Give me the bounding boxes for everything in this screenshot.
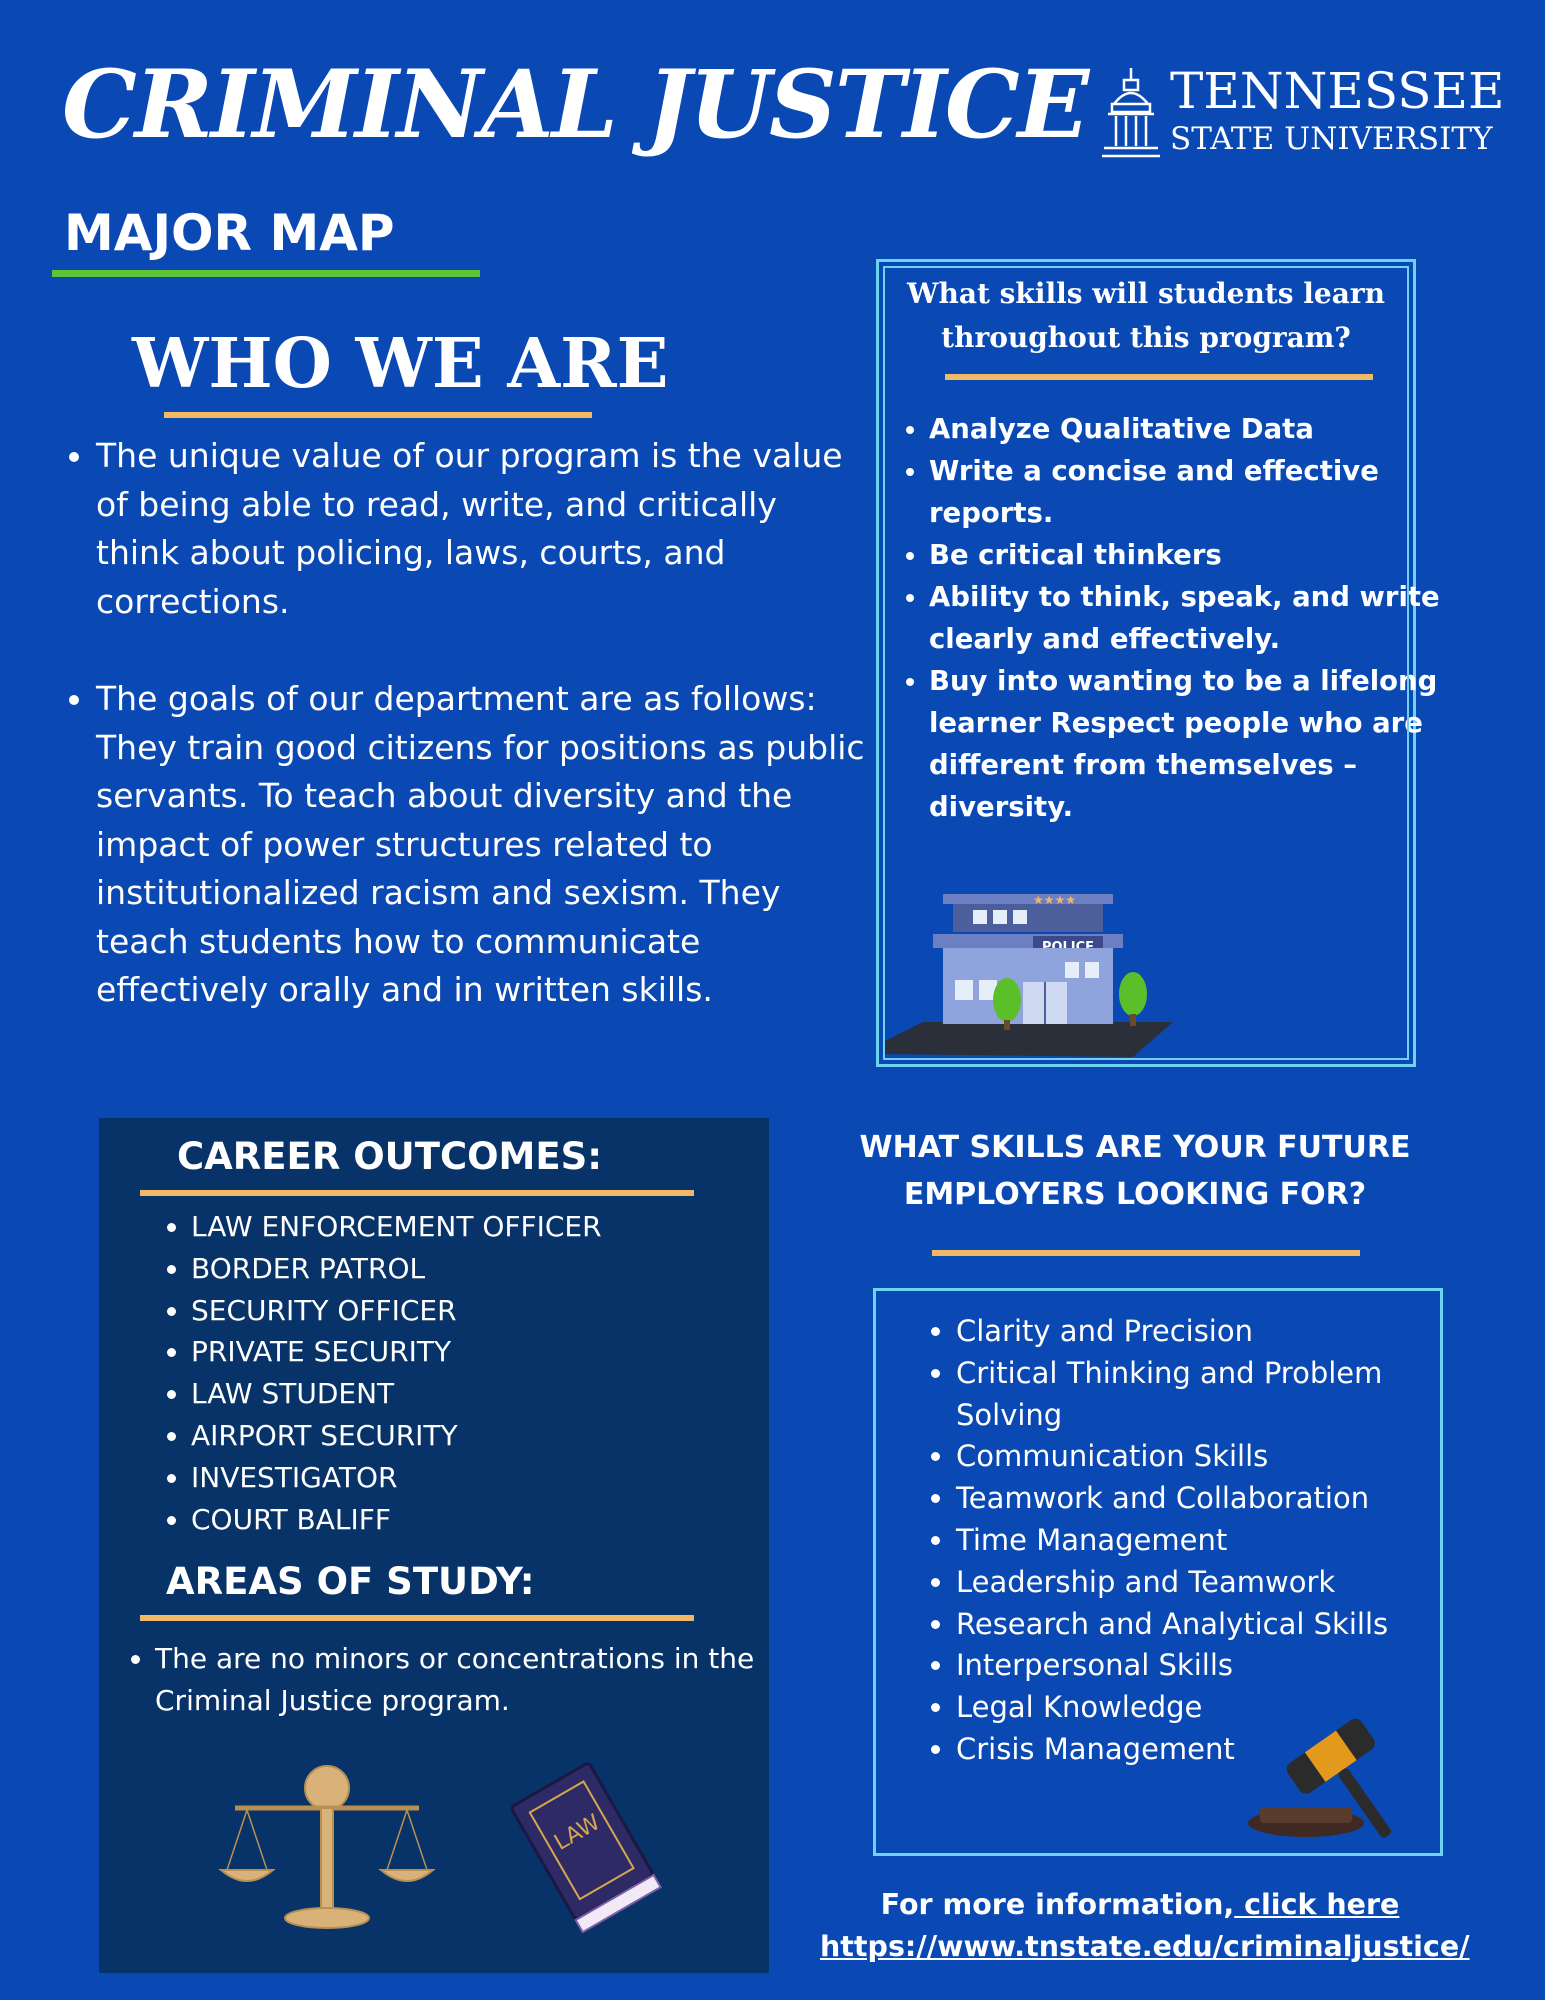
logo-text-line1: TENNESSEE	[1170, 62, 1505, 120]
career-outcomes-divider	[140, 1190, 694, 1196]
list-item: • Be critical thinkers	[929, 534, 1449, 576]
list-item: • Critical Thinking and Problem Solving	[956, 1353, 1476, 1437]
list-item: • LAW STUDENT	[191, 1373, 602, 1415]
list-item: • COURT BALIFF	[191, 1499, 602, 1541]
list-item: • The are no minors or concentrations in the Criminal Justice program.	[155, 1638, 775, 1722]
click-here-link[interactable]: click here	[1234, 1888, 1400, 1921]
who-we-are-heading: WHO WE ARE	[132, 324, 669, 404]
program-skills-question: What skills will students learn throughout this program?	[907, 277, 1385, 354]
major-map-heading: MAJOR MAP	[64, 204, 395, 262]
police-sign: POLICE	[1041, 940, 1095, 955]
more-info-label: For more information,	[880, 1888, 1235, 1921]
list-item: • BORDER PATROL	[191, 1248, 602, 1290]
more-info-text	[820, 1884, 1470, 1968]
gavel-icon	[1246, 1695, 1416, 1845]
list-item: • Clarity and Precision	[956, 1311, 1476, 1353]
list-item: • Communication Skills	[956, 1436, 1476, 1478]
employer-skills-divider	[932, 1250, 1360, 1256]
scales-of-justice-icon	[217, 1758, 437, 1938]
list-item: • Leadership and Teamwork	[956, 1562, 1476, 1604]
list-item: • LAW ENFORCEMENT OFFICER	[191, 1206, 602, 1248]
list-item: • INVESTIGATOR	[191, 1457, 602, 1499]
who-we-are-list	[62, 432, 866, 1015]
list-item: • Teamwork and Collaboration	[956, 1478, 1476, 1520]
list-item: • Crisis Management	[956, 1729, 1476, 1771]
list-item: • Legal Knowledge	[956, 1687, 1476, 1729]
career-outcomes-panel	[99, 1118, 769, 1973]
list-item: • AIRPORT SECURITY	[191, 1415, 602, 1457]
list-item: • Research and Analytical Skills	[956, 1604, 1476, 1646]
program-skills-box	[876, 259, 1440, 1067]
career-outcomes-list	[149, 1206, 602, 1540]
list-item: • Buy into wanting to be a lifelong learner Respect people who are different from themselves – diversity.	[929, 660, 1449, 828]
list-item: • Interpersonal Skills	[956, 1645, 1476, 1687]
employer-skills-question: WHAT SKILLS ARE YOUR FUTURE EMPLOYERS LOOKING FOR?	[859, 1130, 1411, 1212]
areas-of-study-divider	[140, 1615, 694, 1621]
employer-skills-box	[873, 1288, 1443, 1856]
areas-of-study-heading: AREAS OF STUDY:	[166, 1560, 535, 1603]
law-book-icon	[499, 1753, 679, 1933]
list-item: • Time Management	[956, 1520, 1476, 1562]
program-skills-list	[893, 408, 1449, 828]
list-item: • SECURITY OFFICER	[191, 1290, 602, 1332]
list-item: • PRIVATE SECURITY	[191, 1331, 602, 1373]
who-we-are-divider	[164, 412, 592, 418]
career-outcomes-heading: CAREER OUTCOMES:	[177, 1135, 603, 1178]
who-we-are-paragraph: • The unique value of our program is the value of being able to read, write, and critically think about policing, laws, courts, and corrections.	[96, 432, 866, 626]
website-url-link[interactable]: https://www.tnstate.edu/criminaljustice/	[820, 1930, 1470, 1963]
capitol-building-icon	[1100, 66, 1162, 162]
list-item: • Analyze Qualitative Data	[929, 408, 1449, 450]
police-station-icon	[883, 882, 1183, 1062]
areas-of-study-list	[119, 1638, 775, 1722]
who-we-are-paragraph: • The goals of our department are as follows: They train good citizens for positions as public servants. To teach about diversity and the impact of power structures related to institutionalized racism and sexism. They teach students how to communicate effectively orally and in written skills.	[96, 675, 866, 1015]
list-item: • Write a concise and effective reports.	[929, 450, 1449, 534]
svg-text:★★★★: ★★★★	[1033, 893, 1077, 907]
list-item: • Ability to think, speak, and write clearly and effectively.	[929, 576, 1449, 660]
green-divider	[52, 270, 480, 277]
law-book-label: LAW	[550, 1810, 605, 1856]
program-skills-divider	[945, 374, 1373, 380]
logo-text-line2: STATE UNIVERSITY	[1170, 121, 1493, 157]
page-title: CRIMINAL JUSTICE	[62, 50, 1088, 160]
university-logo	[1100, 62, 1505, 162]
